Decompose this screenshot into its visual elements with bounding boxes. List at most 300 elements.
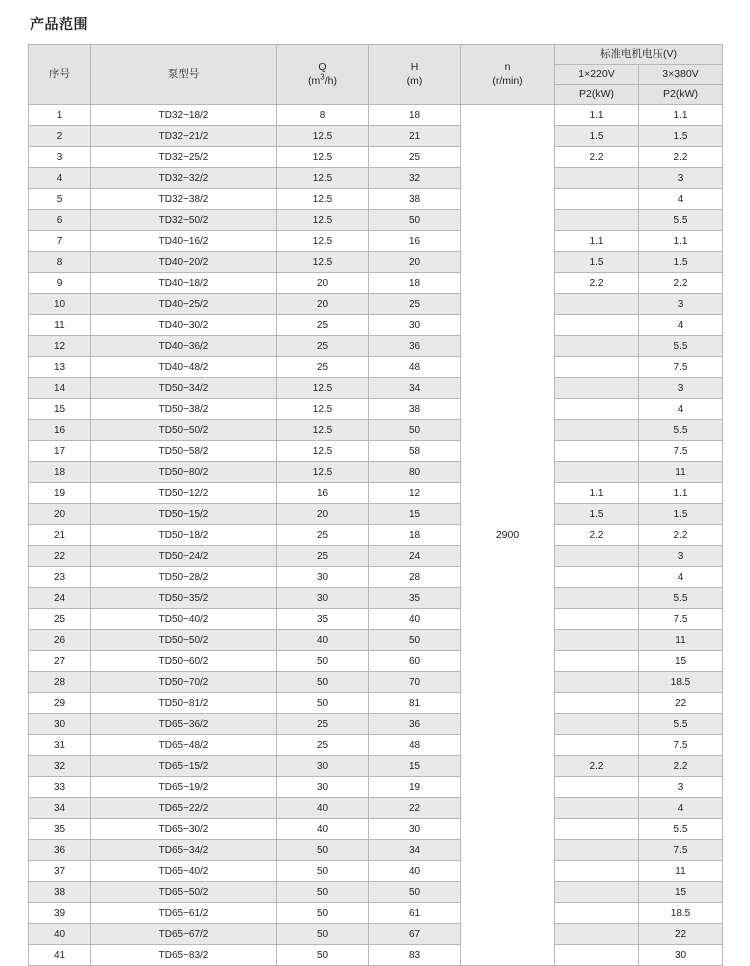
cell-power-220 <box>555 714 639 735</box>
cell-flow: 12.5 <box>277 252 369 273</box>
cell-power-220 <box>555 567 639 588</box>
cell-power-380: 4 <box>639 189 723 210</box>
cell-power-220: 1.5 <box>555 504 639 525</box>
cell-flow: 30 <box>277 777 369 798</box>
table-row <box>29 504 723 525</box>
table-row <box>29 441 723 462</box>
table-row <box>29 336 723 357</box>
cell-power-220 <box>555 378 639 399</box>
table-row <box>29 231 723 252</box>
cell-index: 17 <box>29 441 91 462</box>
table-row <box>29 147 723 168</box>
cell-flow: 20 <box>277 273 369 294</box>
cell-power-220 <box>555 441 639 462</box>
cell-index: 3 <box>29 147 91 168</box>
table-row <box>29 210 723 231</box>
cell-index: 1 <box>29 105 91 126</box>
cell-model: TD50−35/2 <box>91 588 277 609</box>
table-row <box>29 945 723 966</box>
table-row <box>29 630 723 651</box>
cell-index: 38 <box>29 882 91 903</box>
cell-power-220: 1.1 <box>555 105 639 126</box>
cell-model: TD65−50/2 <box>91 882 277 903</box>
cell-flow: 50 <box>277 651 369 672</box>
cell-index: 4 <box>29 168 91 189</box>
table-row <box>29 273 723 294</box>
cell-head: 19 <box>369 777 461 798</box>
cell-model: TD65−83/2 <box>91 945 277 966</box>
table-row <box>29 567 723 588</box>
cell-model: TD65−15/2 <box>91 756 277 777</box>
header-head <box>369 45 461 105</box>
cell-power-220 <box>555 210 639 231</box>
table-row <box>29 315 723 336</box>
cell-model: TD32−38/2 <box>91 189 277 210</box>
cell-model: TD50−60/2 <box>91 651 277 672</box>
cell-speed: 2900 <box>461 105 555 966</box>
cell-model: TD50−12/2 <box>91 483 277 504</box>
cell-head: 34 <box>369 378 461 399</box>
cell-index: 12 <box>29 336 91 357</box>
cell-model: TD65−48/2 <box>91 735 277 756</box>
cell-head: 40 <box>369 861 461 882</box>
cell-model: TD50−50/2 <box>91 420 277 441</box>
cell-index: 20 <box>29 504 91 525</box>
cell-power-380: 4 <box>639 399 723 420</box>
cell-power-220 <box>555 903 639 924</box>
cell-head: 38 <box>369 399 461 420</box>
cell-power-380: 4 <box>639 315 723 336</box>
cell-flow: 50 <box>277 672 369 693</box>
cell-head: 61 <box>369 903 461 924</box>
cell-flow: 50 <box>277 945 369 966</box>
cell-power-380: 11 <box>639 861 723 882</box>
cell-flow: 25 <box>277 315 369 336</box>
cell-flow: 20 <box>277 294 369 315</box>
cell-index: 22 <box>29 546 91 567</box>
cell-head: 15 <box>369 756 461 777</box>
cell-flow: 25 <box>277 357 369 378</box>
cell-index: 39 <box>29 903 91 924</box>
cell-power-220: 1.5 <box>555 126 639 147</box>
cell-power-220 <box>555 189 639 210</box>
cell-head: 28 <box>369 567 461 588</box>
table-body <box>29 105 723 966</box>
cell-model: TD32−50/2 <box>91 210 277 231</box>
cell-power-380: 2.2 <box>639 525 723 546</box>
table-row <box>29 168 723 189</box>
table-row <box>29 588 723 609</box>
table-row <box>29 693 723 714</box>
cell-head: 12 <box>369 483 461 504</box>
cell-power-380: 30 <box>639 945 723 966</box>
table-row <box>29 105 723 126</box>
cell-index: 31 <box>29 735 91 756</box>
cell-model: TD50−50/2 <box>91 630 277 651</box>
cell-model: TD40−36/2 <box>91 336 277 357</box>
cell-model: TD50−80/2 <box>91 462 277 483</box>
cell-index: 6 <box>29 210 91 231</box>
cell-power-380: 7.5 <box>639 735 723 756</box>
cell-head: 40 <box>369 609 461 630</box>
cell-power-220: 2.2 <box>555 147 639 168</box>
cell-flow: 12.5 <box>277 147 369 168</box>
cell-power-220 <box>555 651 639 672</box>
cell-power-380: 18.5 <box>639 672 723 693</box>
cell-head: 83 <box>369 945 461 966</box>
cell-power-380: 11 <box>639 630 723 651</box>
cell-flow: 20 <box>277 504 369 525</box>
cell-power-380: 3 <box>639 294 723 315</box>
cell-power-220 <box>555 735 639 756</box>
table-header <box>29 45 723 105</box>
cell-index: 30 <box>29 714 91 735</box>
cell-index: 26 <box>29 630 91 651</box>
cell-power-380: 5.5 <box>639 714 723 735</box>
cell-index: 8 <box>29 252 91 273</box>
cell-index: 33 <box>29 777 91 798</box>
cell-index: 27 <box>29 651 91 672</box>
cell-power-380: 1.5 <box>639 126 723 147</box>
cell-flow: 30 <box>277 588 369 609</box>
table-row <box>29 714 723 735</box>
table-row <box>29 609 723 630</box>
cell-head: 36 <box>369 714 461 735</box>
cell-model: TD65−34/2 <box>91 840 277 861</box>
cell-index: 28 <box>29 672 91 693</box>
header-head-unit: (m) <box>406 74 423 87</box>
cell-head: 30 <box>369 819 461 840</box>
cell-flow: 50 <box>277 924 369 945</box>
table-row <box>29 924 723 945</box>
cell-model: TD65−19/2 <box>91 777 277 798</box>
cell-model: TD65−40/2 <box>91 861 277 882</box>
cell-power-220 <box>555 840 639 861</box>
cell-model: TD50−38/2 <box>91 399 277 420</box>
cell-model: TD50−58/2 <box>91 441 277 462</box>
cell-model: TD40−18/2 <box>91 273 277 294</box>
cell-power-380: 1.1 <box>639 105 723 126</box>
cell-power-380: 7.5 <box>639 609 723 630</box>
cell-index: 29 <box>29 693 91 714</box>
cell-index: 35 <box>29 819 91 840</box>
cell-index: 14 <box>29 378 91 399</box>
cell-power-220 <box>555 693 639 714</box>
cell-model: TD40−20/2 <box>91 252 277 273</box>
cell-power-220 <box>555 777 639 798</box>
cell-index: 16 <box>29 420 91 441</box>
cell-index: 15 <box>29 399 91 420</box>
cell-head: 18 <box>369 105 461 126</box>
cell-flow: 35 <box>277 609 369 630</box>
cell-flow: 50 <box>277 840 369 861</box>
cell-power-220: 1.1 <box>555 483 639 504</box>
cell-power-220 <box>555 588 639 609</box>
cell-power-380: 2.2 <box>639 273 723 294</box>
cell-power-380: 18.5 <box>639 903 723 924</box>
cell-head: 34 <box>369 840 461 861</box>
cell-flow: 25 <box>277 546 369 567</box>
cell-power-380: 5.5 <box>639 420 723 441</box>
table-row <box>29 861 723 882</box>
cell-head: 25 <box>369 147 461 168</box>
cell-index: 11 <box>29 315 91 336</box>
cell-flow: 12.5 <box>277 189 369 210</box>
cell-index: 2 <box>29 126 91 147</box>
cell-head: 70 <box>369 672 461 693</box>
table-row <box>29 420 723 441</box>
cell-head: 80 <box>369 462 461 483</box>
cell-flow: 25 <box>277 525 369 546</box>
table-row <box>29 357 723 378</box>
cell-model: TD65−30/2 <box>91 819 277 840</box>
table-row <box>29 903 723 924</box>
cell-head: 50 <box>369 420 461 441</box>
header-voltage-220: 1×220V <box>555 65 639 85</box>
cell-power-380: 7.5 <box>639 441 723 462</box>
cell-head: 18 <box>369 525 461 546</box>
cell-flow: 40 <box>277 630 369 651</box>
cell-index: 13 <box>29 357 91 378</box>
cell-model: TD65−36/2 <box>91 714 277 735</box>
cell-index: 40 <box>29 924 91 945</box>
cell-power-220 <box>555 294 639 315</box>
table-row <box>29 672 723 693</box>
cell-index: 24 <box>29 588 91 609</box>
table-row <box>29 882 723 903</box>
cell-power-220 <box>555 798 639 819</box>
cell-head: 58 <box>369 441 461 462</box>
cell-model: TD40−16/2 <box>91 231 277 252</box>
table-row <box>29 525 723 546</box>
cell-head: 21 <box>369 126 461 147</box>
cell-flow: 12.5 <box>277 378 369 399</box>
cell-head: 67 <box>369 924 461 945</box>
cell-flow: 12.5 <box>277 231 369 252</box>
header-motor-voltage: 标准电机电压(V) <box>555 45 723 65</box>
cell-power-380: 3 <box>639 168 723 189</box>
cell-power-380: 4 <box>639 567 723 588</box>
header-p2-380: P2(kW) <box>639 85 723 105</box>
cell-power-220 <box>555 420 639 441</box>
table-row <box>29 483 723 504</box>
cell-model: TD40−30/2 <box>91 315 277 336</box>
cell-power-380: 1.1 <box>639 483 723 504</box>
cell-model: TD50−81/2 <box>91 693 277 714</box>
cell-power-220 <box>555 819 639 840</box>
cell-power-380: 15 <box>639 651 723 672</box>
cell-flow: 12.5 <box>277 441 369 462</box>
cell-index: 5 <box>29 189 91 210</box>
header-flow-symbol: Q <box>318 60 327 73</box>
header-speed-unit: (r/min) <box>492 74 523 87</box>
header-speed-symbol: n <box>504 60 511 73</box>
cell-power-380: 3 <box>639 546 723 567</box>
cell-flow: 16 <box>277 483 369 504</box>
cell-head: 48 <box>369 357 461 378</box>
cell-head: 50 <box>369 210 461 231</box>
cell-head: 32 <box>369 168 461 189</box>
cell-flow: 30 <box>277 756 369 777</box>
cell-head: 36 <box>369 336 461 357</box>
specification-table <box>28 44 723 966</box>
cell-head: 50 <box>369 882 461 903</box>
cell-head: 16 <box>369 231 461 252</box>
cell-model: TD50−28/2 <box>91 567 277 588</box>
cell-index: 19 <box>29 483 91 504</box>
cell-head: 20 <box>369 252 461 273</box>
cell-power-380: 7.5 <box>639 357 723 378</box>
table-row <box>29 777 723 798</box>
cell-power-380: 2.2 <box>639 147 723 168</box>
cell-head: 30 <box>369 315 461 336</box>
header-p2-220: P2(kW) <box>555 85 639 105</box>
cell-index: 36 <box>29 840 91 861</box>
cell-model: TD65−67/2 <box>91 924 277 945</box>
table-row <box>29 798 723 819</box>
cell-model: TD50−24/2 <box>91 546 277 567</box>
cell-power-380: 3 <box>639 378 723 399</box>
cell-head: 22 <box>369 798 461 819</box>
cell-flow: 50 <box>277 861 369 882</box>
cell-power-220: 1.5 <box>555 252 639 273</box>
cell-power-380: 3 <box>639 777 723 798</box>
header-flow-unit: $(m^3/h)$ <box>308 72 337 87</box>
cell-flow: 30 <box>277 567 369 588</box>
cell-index: 18 <box>29 462 91 483</box>
cell-index: 34 <box>29 798 91 819</box>
table-row <box>29 546 723 567</box>
cell-model: TD32−18/2 <box>91 105 277 126</box>
cell-index: 23 <box>29 567 91 588</box>
cell-power-380: 7.5 <box>639 840 723 861</box>
cell-power-220 <box>555 546 639 567</box>
cell-power-380: 4 <box>639 798 723 819</box>
cell-model: TD40−25/2 <box>91 294 277 315</box>
cell-flow: 12.5 <box>277 126 369 147</box>
table-row <box>29 756 723 777</box>
cell-head: 38 <box>369 189 461 210</box>
cell-power-380: 22 <box>639 924 723 945</box>
cell-power-380: 1.5 <box>639 504 723 525</box>
cell-power-220 <box>555 672 639 693</box>
header-speed <box>461 45 555 105</box>
header-voltage-380: 3×380V <box>639 65 723 85</box>
cell-flow: 12.5 <box>277 168 369 189</box>
cell-power-220 <box>555 924 639 945</box>
cell-model: TD40−48/2 <box>91 357 277 378</box>
cell-index: 9 <box>29 273 91 294</box>
page-title: 产品范围 <box>30 16 88 32</box>
cell-index: 21 <box>29 525 91 546</box>
cell-head: 81 <box>369 693 461 714</box>
header-index: 序号 <box>29 45 91 105</box>
cell-head: 60 <box>369 651 461 672</box>
cell-index: 32 <box>29 756 91 777</box>
cell-power-380: 22 <box>639 693 723 714</box>
cell-index: 7 <box>29 231 91 252</box>
cell-index: 25 <box>29 609 91 630</box>
cell-head: 15 <box>369 504 461 525</box>
cell-power-220 <box>555 168 639 189</box>
cell-power-220 <box>555 609 639 630</box>
table-row <box>29 651 723 672</box>
cell-flow: 40 <box>277 819 369 840</box>
cell-power-380: 5.5 <box>639 588 723 609</box>
cell-flow: 8 <box>277 105 369 126</box>
cell-power-220: 2.2 <box>555 756 639 777</box>
cell-power-220 <box>555 399 639 420</box>
cell-power-220 <box>555 336 639 357</box>
cell-power-220 <box>555 945 639 966</box>
cell-power-220 <box>555 882 639 903</box>
cell-flow: 25 <box>277 714 369 735</box>
cell-flow: 12.5 <box>277 399 369 420</box>
header-model: 泵型号 <box>91 45 277 105</box>
cell-head: 48 <box>369 735 461 756</box>
table-row <box>29 462 723 483</box>
table-row <box>29 399 723 420</box>
header-flow <box>277 45 369 105</box>
cell-power-220 <box>555 630 639 651</box>
cell-power-380: 5.5 <box>639 210 723 231</box>
cell-head: 18 <box>369 273 461 294</box>
cell-model: TD50−70/2 <box>91 672 277 693</box>
cell-model: TD50−15/2 <box>91 504 277 525</box>
cell-flow: 50 <box>277 693 369 714</box>
cell-index: 37 <box>29 861 91 882</box>
cell-index: 41 <box>29 945 91 966</box>
cell-model: TD32−32/2 <box>91 168 277 189</box>
cell-power-380: 5.5 <box>639 336 723 357</box>
cell-head: 50 <box>369 630 461 651</box>
cell-flow: 25 <box>277 336 369 357</box>
cell-power-380: 2.2 <box>639 756 723 777</box>
cell-index: 10 <box>29 294 91 315</box>
cell-head: 35 <box>369 588 461 609</box>
cell-power-220 <box>555 315 639 336</box>
cell-power-220 <box>555 462 639 483</box>
cell-flow: 12.5 <box>277 210 369 231</box>
cell-head: 25 <box>369 294 461 315</box>
table-row <box>29 189 723 210</box>
cell-power-380: 1.5 <box>639 252 723 273</box>
cell-power-220 <box>555 357 639 378</box>
cell-model: TD32−21/2 <box>91 126 277 147</box>
cell-power-380: 15 <box>639 882 723 903</box>
table-row <box>29 294 723 315</box>
cell-model: TD65−22/2 <box>91 798 277 819</box>
cell-power-380: 1.1 <box>639 231 723 252</box>
table-row <box>29 252 723 273</box>
table-row <box>29 126 723 147</box>
cell-head: 24 <box>369 546 461 567</box>
cell-flow: 50 <box>277 903 369 924</box>
cell-model: TD32−25/2 <box>91 147 277 168</box>
cell-power-220: 2.2 <box>555 273 639 294</box>
cell-flow: 25 <box>277 735 369 756</box>
cell-flow: 12.5 <box>277 420 369 441</box>
table-row <box>29 840 723 861</box>
cell-power-380: 5.5 <box>639 819 723 840</box>
cell-flow: 12.5 <box>277 462 369 483</box>
cell-power-220: 1.1 <box>555 231 639 252</box>
cell-flow: 50 <box>277 882 369 903</box>
table-row <box>29 819 723 840</box>
cell-model: TD50−18/2 <box>91 525 277 546</box>
cell-power-220: 2.2 <box>555 525 639 546</box>
cell-model: TD50−40/2 <box>91 609 277 630</box>
